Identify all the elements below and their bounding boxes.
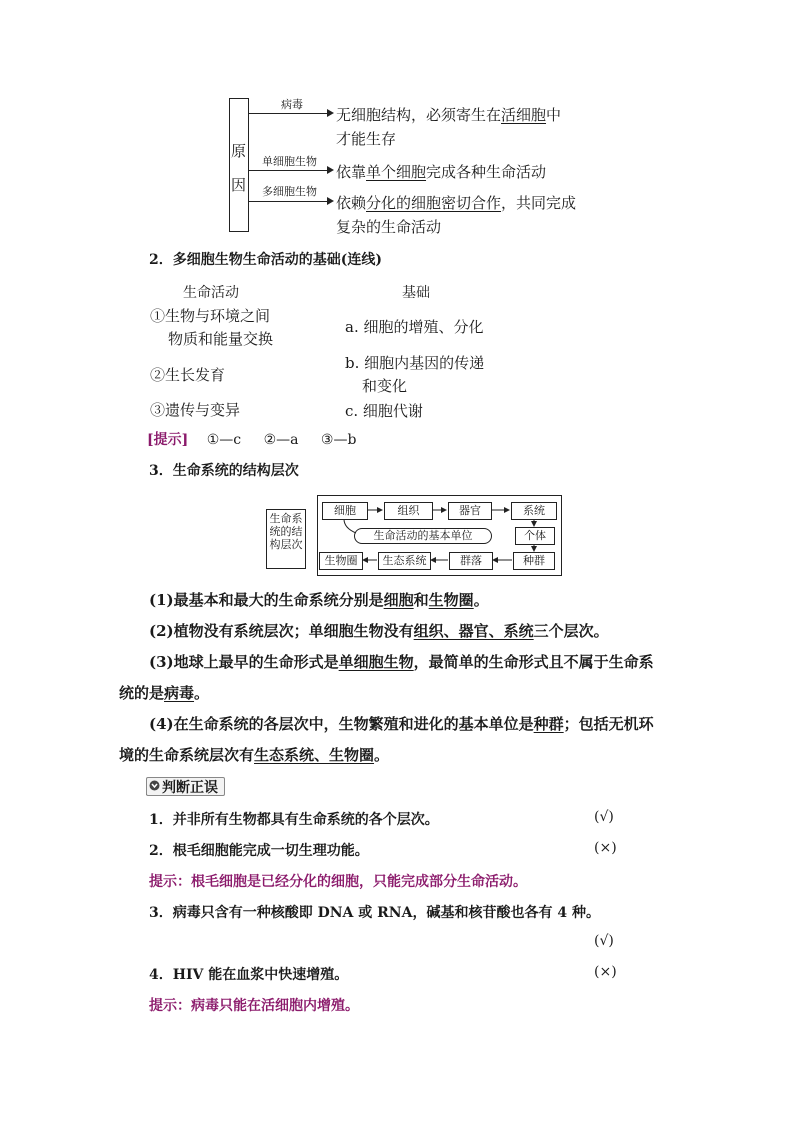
paragraph-4: (4)在生命系统的各层次中，生物繁殖和进化的基本单位是种群；包括无机环	[149, 715, 654, 733]
paragraph-3: (3)地球上最早的生命形式是单细胞生物，最简单的生命形式且不属于生命系	[149, 653, 654, 671]
section2-heading: 2．多细胞生物生命活动的基础(连线)	[149, 252, 382, 268]
branch-label-virus: 病毒	[281, 98, 303, 111]
level-box: 器官	[448, 502, 492, 520]
judge-hint-2: 提示：根毛细胞是已经分化的细胞，只能完成部分生命活动。	[149, 874, 527, 890]
left-item-1: ①生物与环境之间	[150, 307, 271, 325]
right-item-b: b. 细胞内基因的传递	[345, 354, 485, 372]
column-header-right: 基础	[402, 285, 430, 301]
judge-item-4: 4．HIV 能在血浆中快速增殖。	[149, 967, 349, 983]
level-box: 个体	[515, 527, 555, 545]
section3-heading: 3．生命系统的结构层次	[149, 463, 299, 479]
hint-answer-2: ②—a	[263, 432, 299, 448]
chevron-down-icon	[149, 780, 160, 791]
left-item-1-line2: 物质和能量交换	[168, 330, 274, 348]
right-item-a: a. 细胞的增殖、分化	[345, 318, 484, 336]
branch-label-unicellular: 单细胞生物	[262, 155, 317, 168]
level-box: 生物圈	[319, 552, 363, 570]
judge-mark-3: (√)	[594, 933, 614, 949]
judge-mark-1: (√)	[594, 809, 614, 825]
reason-text-virus: 无细胞结构，必须寄生在活细胞中	[336, 106, 562, 124]
paragraph-2: (2)植物没有系统层次；单细胞生物没有组织、器官、系统三个层次。	[149, 622, 609, 640]
hint-answer-3: ③—b	[320, 432, 357, 448]
judge-item-1: 1．并非所有生物都具有生命系统的各个层次。	[149, 812, 439, 828]
left-item-2: ②生长发育	[150, 366, 226, 384]
level-box: 种群	[513, 552, 555, 570]
level-box: 组织	[384, 502, 433, 520]
level-box: 群落	[449, 552, 493, 570]
column-header-left: 生命活动	[183, 285, 239, 301]
reason-label-1: 原	[231, 142, 247, 160]
judge-hint-4: 提示：病毒只能在活细胞内增殖。	[149, 998, 359, 1014]
judge-mark-4: (×)	[594, 964, 617, 980]
judge-tag-label: 判断正误	[162, 780, 218, 796]
hint-label: [提示]	[147, 432, 189, 448]
judge-item-2: 2．根毛细胞能完成一切生理功能。	[149, 843, 369, 859]
judge-mark-2: (×)	[594, 840, 617, 856]
left-item-3: ③遗传与变异	[150, 401, 241, 419]
branch-label-multicellular: 多细胞生物	[262, 185, 317, 198]
reason-text-virus-line2: 才能生存	[336, 130, 397, 148]
judge-tag	[146, 777, 223, 795]
reason-text-multicellular: 依赖分化的细胞密切合作，共同完成	[336, 194, 577, 212]
callout-bubble: 生命活动的基本单位	[354, 528, 492, 544]
reason-label-2: 因	[231, 176, 247, 194]
level-box: 系统	[511, 502, 557, 520]
right-item-b-line2: 和变化	[362, 377, 408, 395]
right-item-c: c. 细胞代谢	[345, 402, 423, 420]
reason-text-unicellular: 依靠单个细胞完成各种生命活动	[336, 163, 547, 181]
paragraph-3-line2: 统的是病毒。	[119, 684, 210, 702]
hierarchy-side-label: 生命系统的结构层次	[266, 509, 306, 569]
hint-answer-1: ①—c	[206, 432, 242, 448]
judge-item-3: 3．病毒只含有一种核酸即 DNA 或 RNA，碱基和核苷酸也各有 4 种。	[149, 905, 600, 921]
paragraph-1: (1)最基本和最大的生命系统分别是细胞和生物圈。	[149, 591, 489, 609]
reason-text-multicellular-line2: 复杂的生命活动	[336, 218, 442, 236]
paragraph-4-line2: 境的生命系统层次有生态系统、生物圈。	[119, 746, 390, 764]
level-box: 细胞	[322, 502, 368, 520]
level-box: 生态系统	[378, 552, 431, 570]
